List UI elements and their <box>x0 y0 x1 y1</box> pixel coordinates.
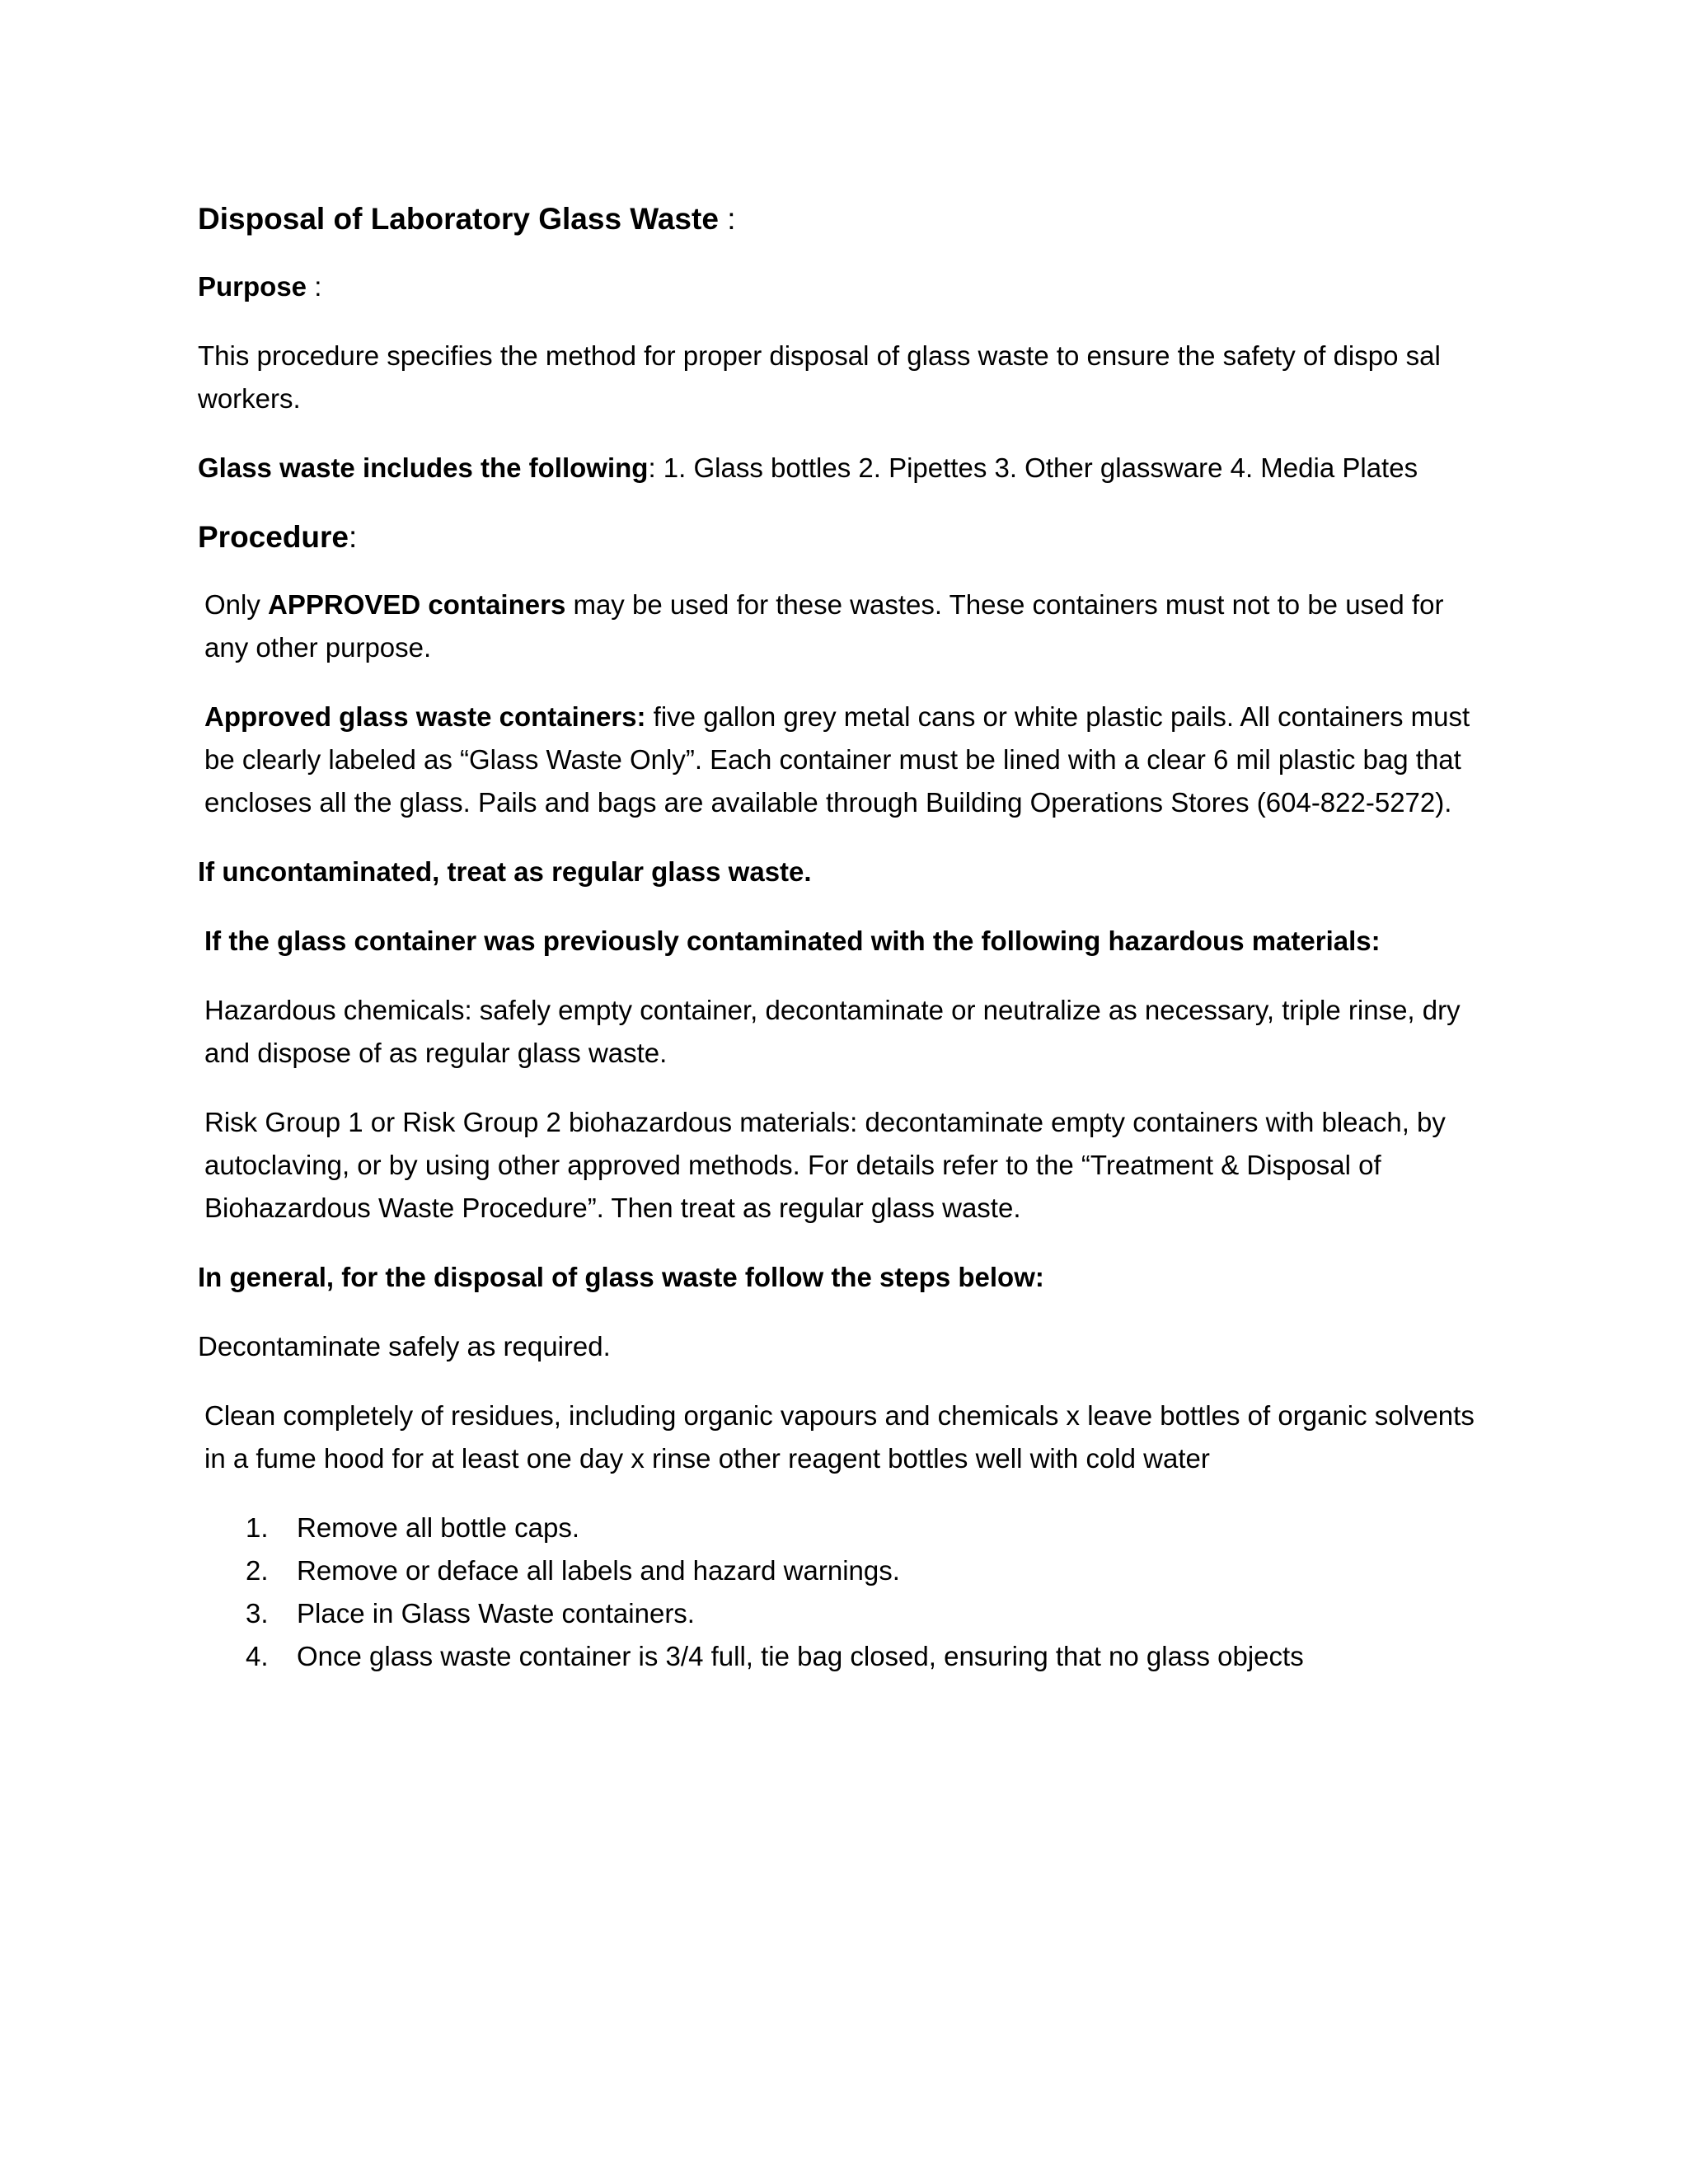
only-text: may be used for these wastes. These containers must not to be used for any other purpose. <box>204 589 1444 663</box>
step-number: 1. <box>246 1512 269 1543</box>
uncontaminated-text: If uncontaminated, treat as regular glass waste. <box>198 856 812 887</box>
in-general-text: In general, for the disposal of glass waste follow the steps below: <box>198 1262 1044 1292</box>
procedure-suffix: : <box>349 520 358 554</box>
glass-includes-label: Glass waste includes the following <box>198 452 649 483</box>
approved-containers-text: five gallon grey metal cans or white plastic pails. All containers must be clearly labeled as “Glass Waste Only”. Each container must be lined with a clear 6 mil plastic bag that encloses all the glass. Pails and bags are available through Building Operations Stores (604-822-5272). <box>204 701 1470 818</box>
approved-containers-label: Approved glass waste containers: <box>204 701 646 732</box>
purpose-paragraph: This procedure specifies the method for proper disposal of glass waste to ensure the safety of dispo sal workers. <box>198 340 1441 414</box>
step-number: 4. <box>246 1641 269 1671</box>
title-bold: Disposal of Laboratory Glass Waste <box>198 202 719 236</box>
title-suffix: : <box>718 202 736 236</box>
in-general-paragraph <box>198 1256 1484 1299</box>
glass-includes-text: : 1. Glass bottles 2. Pipettes 3. Other glassware 4. Media Plates <box>648 452 1418 483</box>
hazardous-chemicals-paragraph: Hazardous chemicals: safely empty container, decontaminate or neutralize as necessary, triple rinse, dry and dispose of as regular glass waste. <box>204 995 1461 1068</box>
only-prefix: Only <box>204 589 269 620</box>
list-item <box>198 1592 1484 1635</box>
purpose-label: Purpose <box>198 271 307 302</box>
purpose-suffix: : <box>307 271 322 302</box>
decontaminate-paragraph: Decontaminate safely as required. <box>198 1331 611 1361</box>
approved-containers-paragraph <box>198 696 1484 824</box>
contaminated-text: If the glass container was previously contaminated with the following hazardous materials: <box>204 926 1381 956</box>
list-item <box>198 1549 1484 1592</box>
list-item <box>198 1507 1484 1549</box>
document-body <box>198 198 1484 1678</box>
risk-group-paragraph: Risk Group 1 or Risk Group 2 biohazardous materials: decontaminate empty containers with bleach, by autoclaving, or by using other approved methods. For details refer to the “Treatment & Disposal of Biohazardous Waste Procedure”. Then treat as regular glass waste. <box>204 1107 1446 1223</box>
document-title <box>198 198 1484 241</box>
step-text: Remove all bottle caps. <box>297 1512 580 1543</box>
approved-only-paragraph <box>198 583 1484 669</box>
step-text: Once glass waste container is 3/4 full, tie bag closed, ensuring that no glass objects <box>297 1641 1304 1671</box>
procedure-heading <box>198 516 1484 559</box>
contaminated-paragraph <box>198 920 1484 963</box>
clean-paragraph: Clean completely of residues, including organic vapours and chemicals x leave bottles of organic solvents in a fume hood for at least one day x rinse other reagent bottles well with cold water <box>204 1400 1475 1474</box>
purpose-heading <box>198 265 1484 308</box>
uncontaminated-paragraph <box>198 851 1484 893</box>
procedure-label: Procedure <box>198 520 349 554</box>
step-text: Remove or deface all labels and hazard warnings. <box>297 1555 900 1586</box>
step-number: 3. <box>246 1598 269 1629</box>
steps-list <box>198 1507 1484 1678</box>
approved-bold: APPROVED containers <box>268 589 566 620</box>
list-item <box>198 1635 1484 1678</box>
glass-includes-paragraph <box>198 447 1484 490</box>
step-number: 2. <box>246 1555 269 1586</box>
step-text: Place in Glass Waste containers. <box>297 1598 695 1629</box>
